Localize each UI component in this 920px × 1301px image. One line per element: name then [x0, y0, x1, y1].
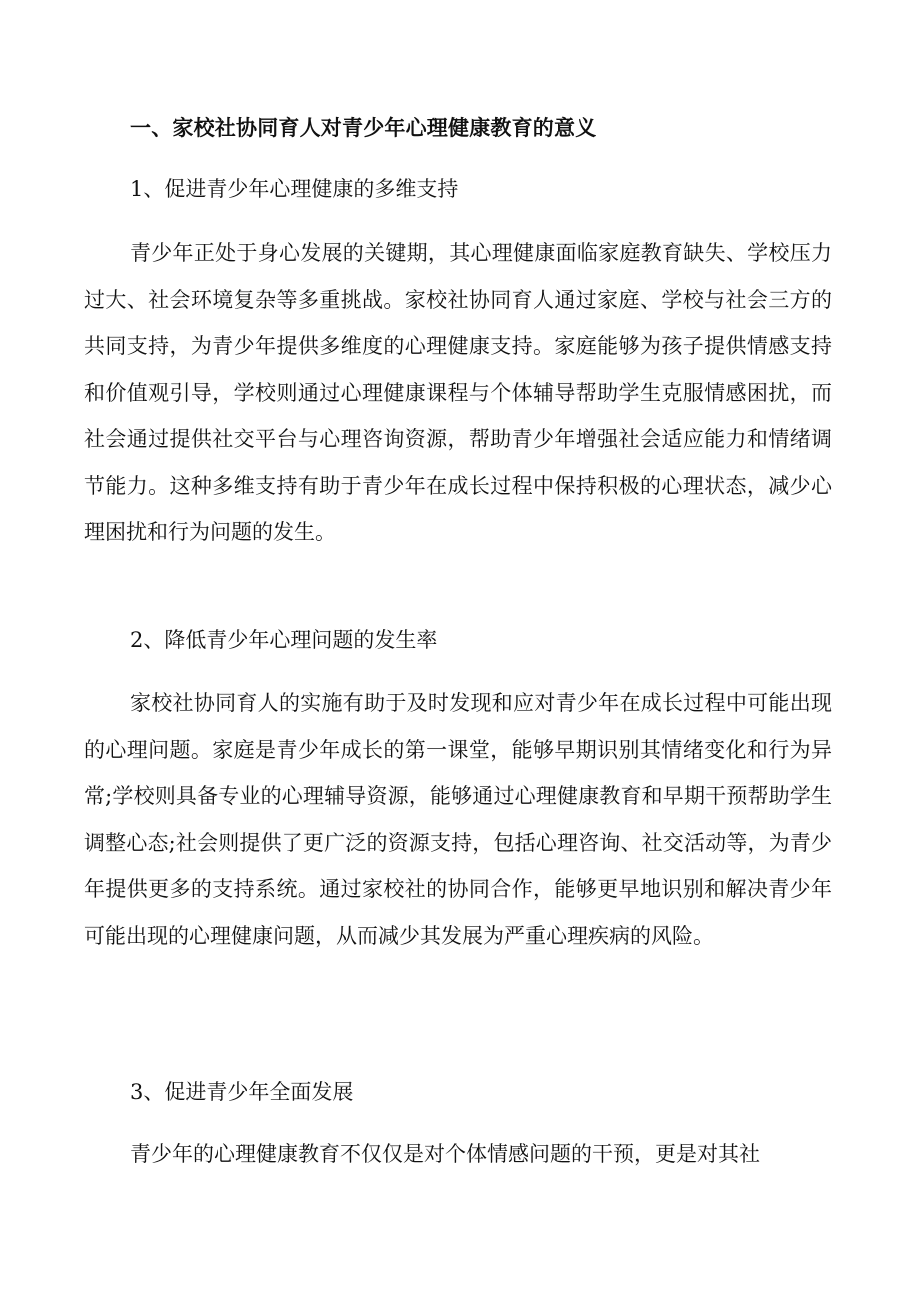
paragraph-3: 青少年的心理健康教育不仅仅是对个体情感问题的干预，更是对其社 — [130, 1142, 760, 1166]
paragraph-1: 青少年正处于身心发展的关键期，其心理健康面临家庭教育缺失、学校压力过大、社会环境复杂等多重挑战。家校社协同育人通过家庭、学校与社会三方的共同支持，为青少年提供多维度的心理健康支持。家庭能够为孩子提供情感支持和价值观引导，学校则通过心理健康课程与个体辅导帮助学生克服情感困扰，而社会通过提供社交平台与心理咨询资源，帮助青少年增强社会适应能力和情绪调节能力。这种多维支持有助于青少年在成长过程中保持积极的心理状态，减少心理困扰和行为问题的发生。 — [84, 241, 832, 544]
subsection-title-2: 2、降低青少年心理问题的发生率 — [130, 628, 438, 652]
subsection-title-3: 3、促进青少年全面发展 — [130, 1080, 354, 1104]
subsection-title-1: 1、促进青少年心理健康的多维支持 — [130, 177, 459, 201]
paragraph-2: 家校社协同育人的实施有助于及时发现和应对青少年在成长过程中可能出现的心理问题。家庭是青少年成长的第一课堂，能够早期识别其情绪变化和行为异常;学校则具备专业的心理辅导资源，能够通过心理健康教育和早期干预帮助学生调整心态;社会则提供了更广泛的资源支持，包括心理咨询、社交活动等，为青少年提供更多的支持系统。通过家校社的协同合作，能够更早地识别和解决青少年可能出现的心理健康问题，从而减少其发展为严重心理疾病的风险。 — [84, 691, 832, 948]
section-title: 一、家校社协同育人对青少年心理健康教育的意义 — [130, 115, 597, 140]
